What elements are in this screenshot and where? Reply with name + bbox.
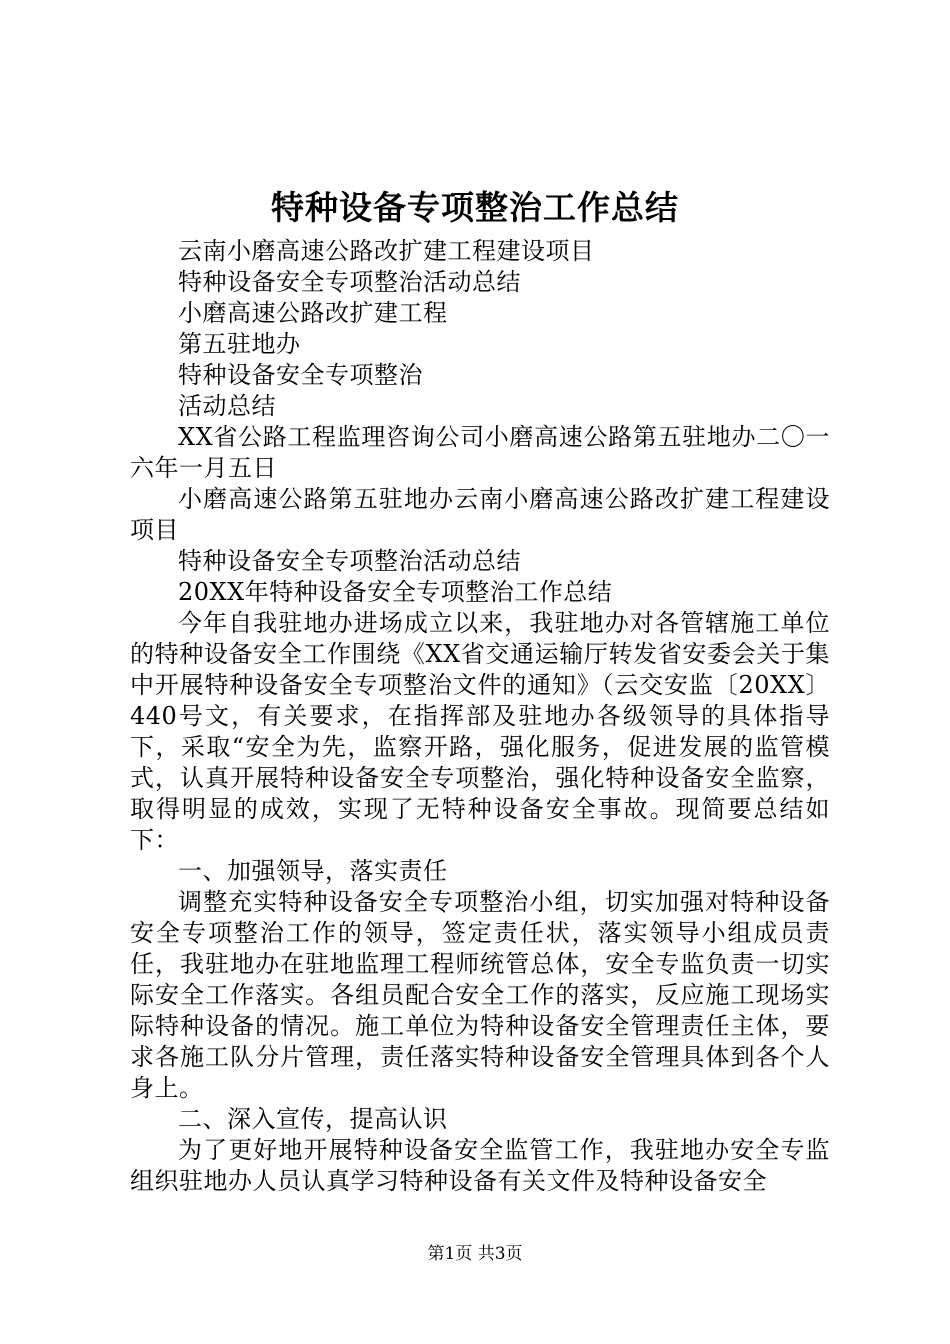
paragraph: 为了更好地开展特种设备安全监管工作，我驻地办安全专监组织驻地办人员认真学习特种设备有关文件及特种设备安全 (130, 1136, 830, 1195)
paragraph: 第五驻地办 (178, 330, 301, 358)
paragraph: 特种设备安全专项整治活动总结 (178, 547, 521, 575)
section-heading: 一、加强领导，落实责任 (178, 857, 448, 885)
paragraph: 特种设备安全专项整治 (178, 361, 423, 389)
paragraph: 特种设备安全专项整治活动总结 (178, 268, 521, 296)
document-title: 特种设备专项整治工作总结 (271, 188, 679, 227)
paragraph: 小磨高速公路改扩建工程 (178, 299, 448, 327)
document-body (130, 236, 830, 1197)
section-heading: 二、深入宣传，提高认识 (178, 1105, 448, 1133)
paragraph: 小磨高速公路第五驻地办云南小磨高速公路改扩建工程建设项目 (130, 485, 830, 544)
page-footer: 第1页 共3页 (427, 1244, 523, 1264)
paragraph: 云南小磨高速公路改扩建工程建设项目 (178, 237, 595, 265)
paragraph: 20XX年特种设备安全专项整治工作总结 (178, 578, 613, 606)
paragraph: 调整充实特种设备安全专项整治小组，切实加强对特种设备安全专项整治工作的领导，签定责任状，落实领导小组成员责任，我驻地办在驻地监理工程师统管总体，安全专监负责一切实际安全工作落实。各组员配合安全工作的落实，反应施工现场实际特种设备的情况。施工单位为特种设备安全管理责任主体，要求各施工队分片管理，责任落实特种设备安全管理具体到各个人身上。 (130, 888, 830, 1102)
paragraph: 活动总结 (178, 392, 276, 420)
paragraph: 今年自我驻地办进场成立以来，我驻地办对各管辖施工单位的特种设备安全工作围绕《XX省交通运输厅转发省安委会关于集中开展特种设备安全专项整治文件的通知》（云交安监〔20XX〕440号文，有关要求，在指挥部及驻地办各级领导的具体指导下，采取“安全为先，监察开路，强化服务，促进发展的监管模式，认真开展特种设备安全专项整治，强化特种设备安全监察，取得明显的成效，实现了无特种设备安全事故。现简要总结如下： (130, 609, 830, 854)
paragraph: XX省公路工程监理咨询公司小磨高速公路第五驻地办二〇一六年一月五日 (130, 423, 830, 482)
